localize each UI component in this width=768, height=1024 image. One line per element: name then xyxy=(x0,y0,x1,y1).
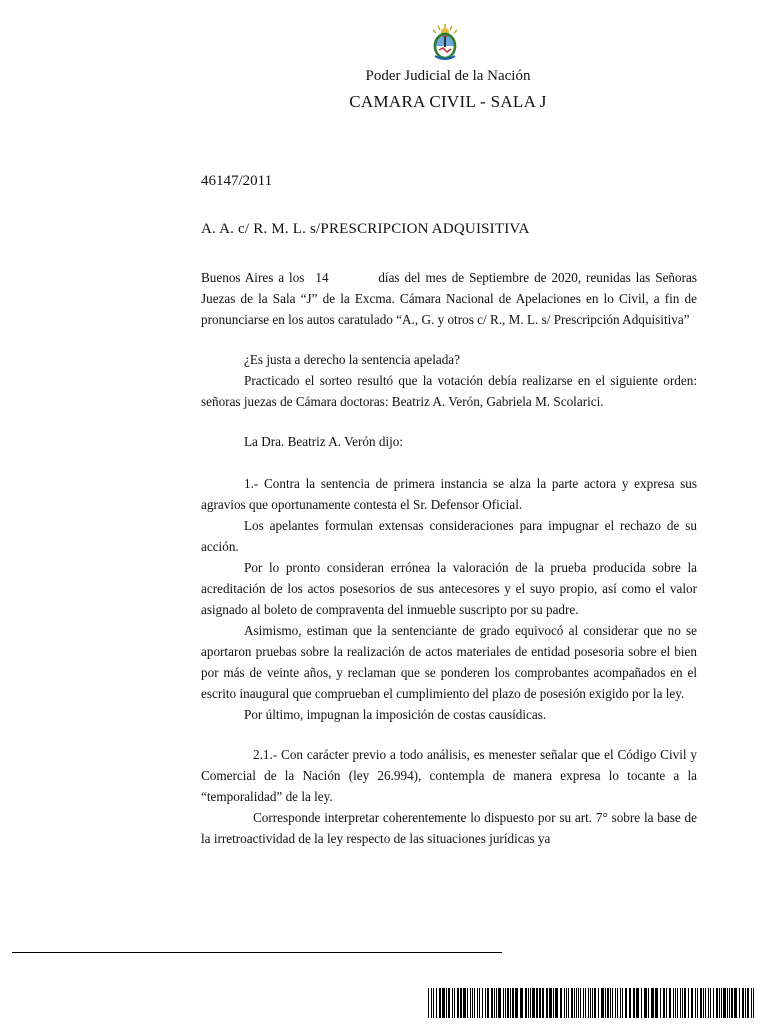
question-paragraph: ¿Es justa a derecho la sentencia apelada? xyxy=(244,352,461,367)
document-body xyxy=(201,267,697,849)
paragraph-3: Por lo pronto consideran errónea la valoración de la prueba producida sobre la acreditación de los actos posesorios de sus antecesores y el suyo propio, así como el valor asignado al boleto de compraventa del inmueble suscripto por su padre. xyxy=(201,560,697,617)
coat-of-arms-icon xyxy=(427,22,463,62)
paragraph-7: Corresponde interpretar coherentemente lo dispuesto por su art. 7° sobre la base de la irretroactividad de la ley respecto de las situaciones jurídicas ya xyxy=(201,810,697,846)
paragraph-6: 2.1.- Con carácter previo a todo análisis, es menester señalar que el Código Civil y Comercial de la Nación (ley 26.994), contempla de manera expresa lo tocante a la “temporalidad” de la ley. xyxy=(201,747,697,804)
footnote-rule xyxy=(12,952,502,953)
paragraph-1: 1.- Contra la sentencia de primera instancia se alza la parte actora y expresa sus agravios que oportunamente contesta el Sr. Defensor Oficial. xyxy=(201,476,697,512)
intro-prefix: Buenos Aires a los xyxy=(201,270,305,285)
court-header: CAMARA CIVIL - SALA J xyxy=(349,92,547,111)
barcode-icon xyxy=(428,988,756,1018)
paragraph-2: Los apelantes formulan extensas consideraciones para impugnar el rechazo de su acción. xyxy=(201,518,697,554)
intro-rest: días del mes de Septiembre de 2020, reunidas las Señoras Juezas de la Sala “J” de la Excma. Cámara Nacional de Apelaciones en lo Civil, a fin de pronunciarse en los autos caratulado “A., G. y otros c/ R., M. L. s/ Prescripción Adquisitiva” xyxy=(201,270,697,327)
institution-header: Poder Judicial de la Nación xyxy=(365,68,531,84)
case-number: 46147/2011 xyxy=(201,173,273,189)
paragraph-5: Por último, impugnan la imposición de costas causídicas. xyxy=(244,707,547,722)
speaker-line: La Dra. Beatriz A. Verón dijo: xyxy=(244,434,404,449)
draw-paragraph: Practicado el sorteo resultó que la votación debía realizarse en el siguiente orden: señoras juezas de Cámara doctoras: Beatriz A. Verón, Gabriela M. Scolarici. xyxy=(201,373,697,409)
case-caption: A. A. c/ R. M. L. s/PRESCRIPCION ADQUISITIVA xyxy=(201,221,530,237)
intro-day: 14 xyxy=(315,270,329,285)
paragraph-4: Asimismo, estiman que la sentenciante de grado equivocó al considerar que no se aportaron pruebas sobre la realización de actos materiales de entidad posesoria sobre el bien por más de veinte años, y reclaman que se ponderen los comprobantes acompañados en el escrito inaugural que comprueban el cumplimiento del plazo de posesión exigido por la ley. xyxy=(201,623,697,701)
intro-paragraph xyxy=(201,267,697,330)
